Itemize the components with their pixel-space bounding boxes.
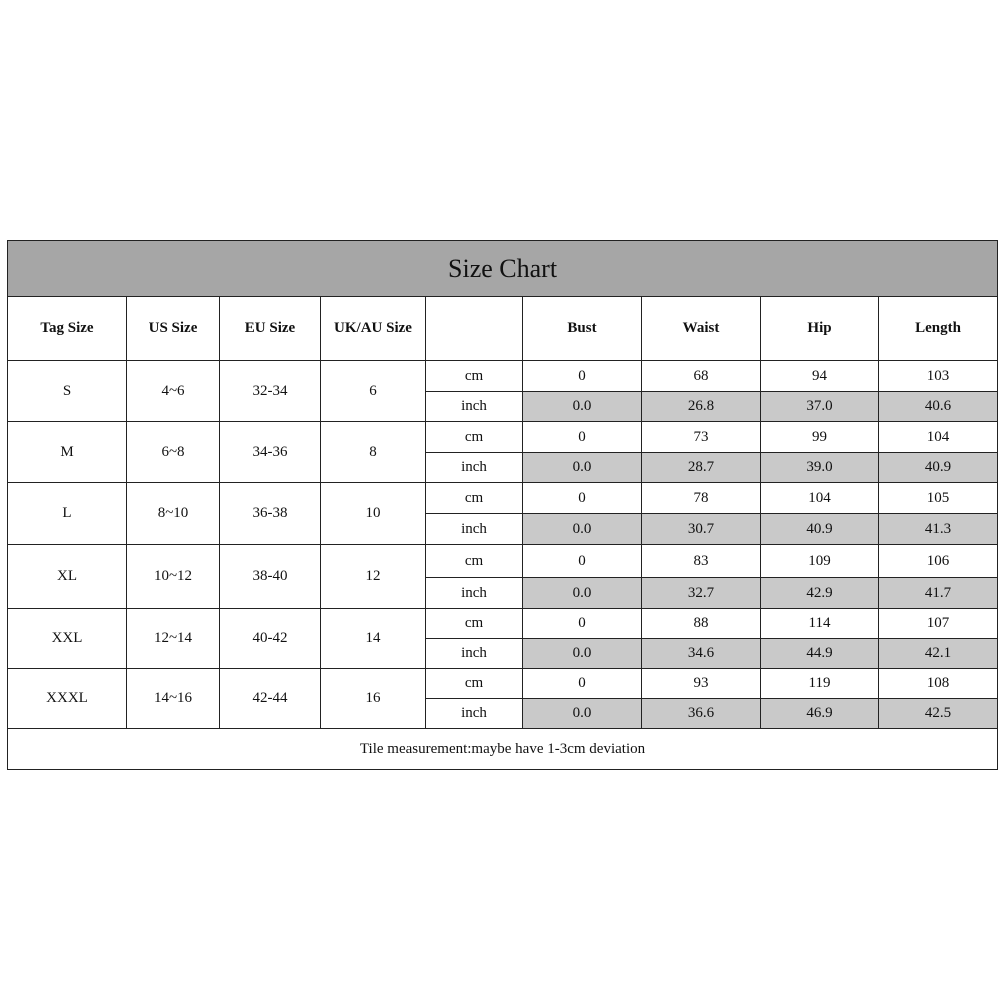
tag-size-cell: M (8, 422, 127, 483)
header-length: Length (879, 297, 998, 361)
waist-cell: 88 (642, 609, 761, 639)
hip-cell: 40.9 (761, 514, 879, 545)
waist-cell: 32.7 (642, 578, 761, 609)
unit-cell: cm (426, 545, 523, 578)
length-cell: 107 (879, 609, 998, 639)
size-row-cm (8, 609, 998, 639)
bust-cell: 0 (523, 422, 642, 453)
header-unit (426, 297, 523, 361)
hip-cell: 119 (761, 669, 879, 699)
eu-size-cell: 38-40 (220, 545, 321, 609)
hip-cell: 104 (761, 483, 879, 514)
uk-au-size-cell: 16 (321, 669, 426, 729)
header-waist: Waist (642, 297, 761, 361)
unit-cell: inch (426, 578, 523, 609)
eu-size-cell: 40-42 (220, 609, 321, 669)
tag-size-cell: XXL (8, 609, 127, 669)
waist-cell: 73 (642, 422, 761, 453)
chart-title: Size Chart (8, 241, 998, 297)
hip-cell: 99 (761, 422, 879, 453)
hip-cell: 44.9 (761, 639, 879, 669)
size-row-cm (8, 422, 998, 453)
bust-cell: 0 (523, 483, 642, 514)
bust-cell: 0.0 (523, 639, 642, 669)
size-chart-table (7, 240, 998, 770)
length-cell: 106 (879, 545, 998, 578)
uk-au-size-cell: 12 (321, 545, 426, 609)
header-row (8, 297, 998, 361)
uk-au-size-cell: 8 (321, 422, 426, 483)
length-cell: 41.7 (879, 578, 998, 609)
tag-size-cell: L (8, 483, 127, 545)
hip-cell: 39.0 (761, 453, 879, 483)
measurement-note: Tile measurement:maybe have 1-3cm deviation (8, 729, 998, 770)
unit-cell: inch (426, 514, 523, 545)
us-size-cell: 14~16 (127, 669, 220, 729)
length-cell: 108 (879, 669, 998, 699)
us-size-cell: 8~10 (127, 483, 220, 545)
unit-cell: inch (426, 392, 523, 422)
bust-cell: 0.0 (523, 453, 642, 483)
bust-cell: 0.0 (523, 578, 642, 609)
waist-cell: 26.8 (642, 392, 761, 422)
bust-cell: 0.0 (523, 514, 642, 545)
length-cell: 40.9 (879, 453, 998, 483)
us-size-cell: 6~8 (127, 422, 220, 483)
waist-cell: 93 (642, 669, 761, 699)
length-cell: 42.1 (879, 639, 998, 669)
unit-cell: inch (426, 639, 523, 669)
header-bust: Bust (523, 297, 642, 361)
hip-cell: 46.9 (761, 699, 879, 729)
size-row-cm (8, 669, 998, 699)
unit-cell: cm (426, 483, 523, 514)
tag-size-cell: XXXL (8, 669, 127, 729)
unit-cell: cm (426, 609, 523, 639)
bust-cell: 0.0 (523, 392, 642, 422)
waist-cell: 34.6 (642, 639, 761, 669)
length-cell: 104 (879, 422, 998, 453)
unit-cell: inch (426, 453, 523, 483)
length-cell: 41.3 (879, 514, 998, 545)
bust-cell: 0.0 (523, 699, 642, 729)
us-size-cell: 10~12 (127, 545, 220, 609)
header-uk-au-size: UK/AU Size (321, 297, 426, 361)
waist-cell: 68 (642, 361, 761, 392)
header-hip: Hip (761, 297, 879, 361)
unit-cell: cm (426, 422, 523, 453)
waist-cell: 78 (642, 483, 761, 514)
uk-au-size-cell: 6 (321, 361, 426, 422)
waist-cell: 30.7 (642, 514, 761, 545)
tag-size-cell: S (8, 361, 127, 422)
length-cell: 105 (879, 483, 998, 514)
hip-cell: 114 (761, 609, 879, 639)
hip-cell: 109 (761, 545, 879, 578)
hip-cell: 37.0 (761, 392, 879, 422)
length-cell: 42.5 (879, 699, 998, 729)
unit-cell: inch (426, 699, 523, 729)
us-size-cell: 12~14 (127, 609, 220, 669)
waist-cell: 83 (642, 545, 761, 578)
header-eu-size: EU Size (220, 297, 321, 361)
hip-cell: 94 (761, 361, 879, 392)
length-cell: 103 (879, 361, 998, 392)
bust-cell: 0 (523, 545, 642, 578)
unit-cell: cm (426, 669, 523, 699)
eu-size-cell: 36-38 (220, 483, 321, 545)
tag-size-cell: XL (8, 545, 127, 609)
header-tag-size: Tag Size (8, 297, 127, 361)
hip-cell: 42.9 (761, 578, 879, 609)
us-size-cell: 4~6 (127, 361, 220, 422)
size-rows (8, 361, 998, 729)
uk-au-size-cell: 14 (321, 609, 426, 669)
bust-cell: 0 (523, 669, 642, 699)
waist-cell: 28.7 (642, 453, 761, 483)
unit-cell: cm (426, 361, 523, 392)
eu-size-cell: 32-34 (220, 361, 321, 422)
eu-size-cell: 34-36 (220, 422, 321, 483)
uk-au-size-cell: 10 (321, 483, 426, 545)
size-row-cm (8, 483, 998, 514)
size-row-cm (8, 361, 998, 392)
size-row-cm (8, 545, 998, 578)
waist-cell: 36.6 (642, 699, 761, 729)
bust-cell: 0 (523, 609, 642, 639)
header-us-size: US Size (127, 297, 220, 361)
length-cell: 40.6 (879, 392, 998, 422)
eu-size-cell: 42-44 (220, 669, 321, 729)
bust-cell: 0 (523, 361, 642, 392)
